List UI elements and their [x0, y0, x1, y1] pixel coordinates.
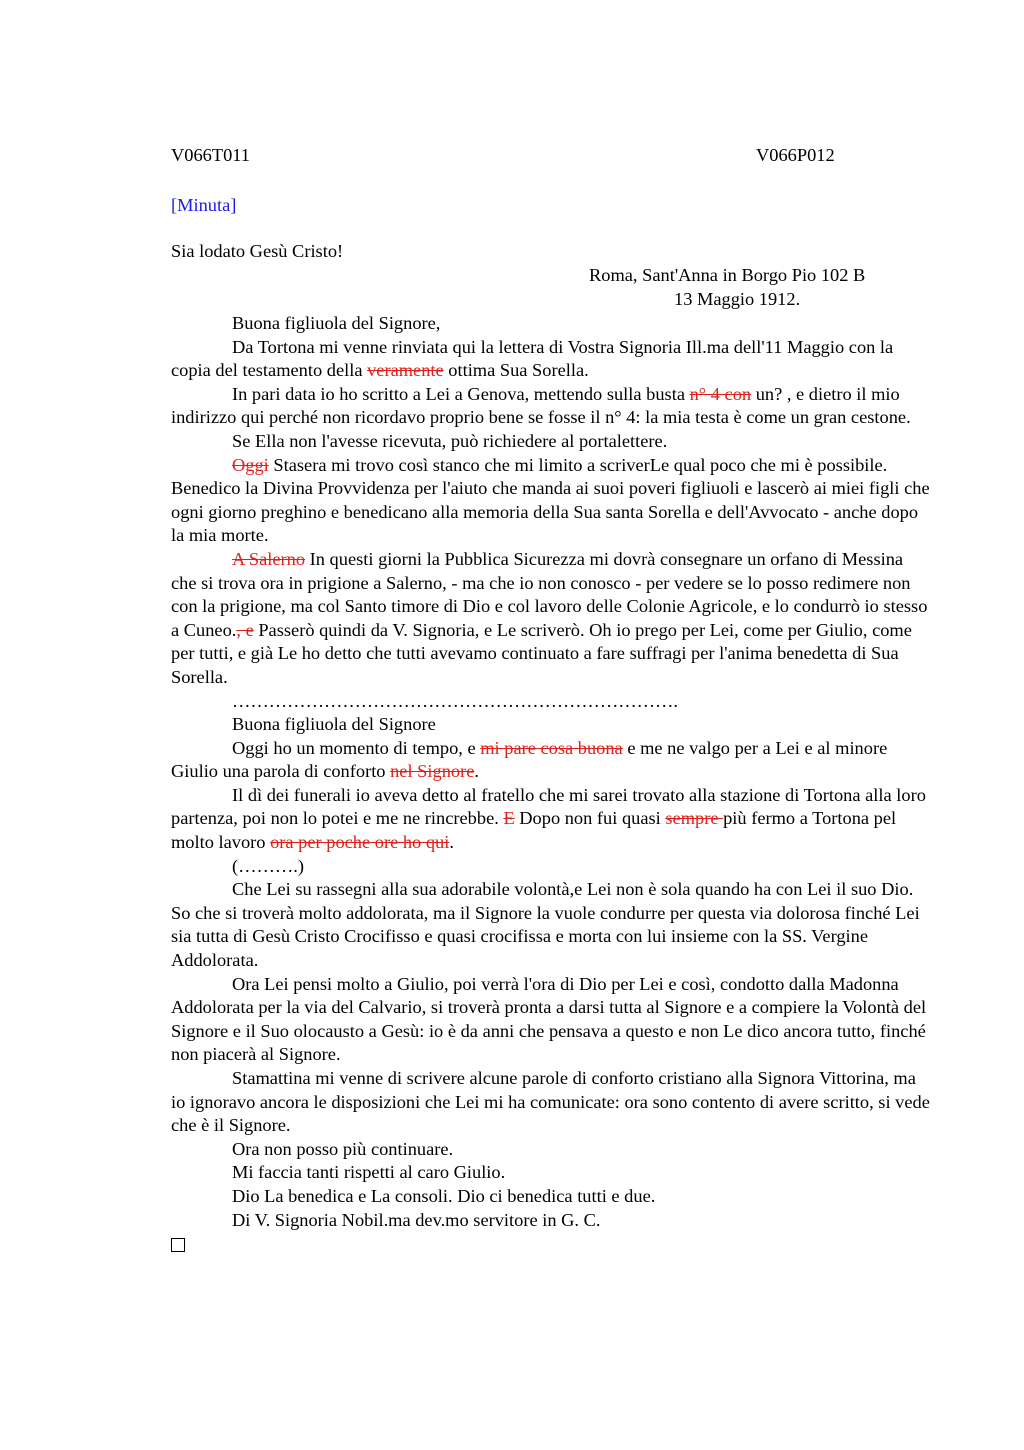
text-span: Oggi ho un momento di tempo, e	[232, 737, 481, 758]
paragraph-13: Dio La benedica e La consoli. Dio ci benedica tutti e due.	[232, 1185, 656, 1206]
omission-marker: (……….)	[232, 855, 305, 876]
text-span: In pari data io ho scritto a Lei a Genova, mettendo sulla busta	[232, 383, 690, 404]
deleted-text: mi pare cosa buona	[480, 737, 623, 758]
draft-note: [Minuta]	[171, 195, 237, 215]
salutation: Buona figliuola del Signore,	[232, 313, 441, 333]
text-span: Passerò quindi da V. Signoria, e Le scriverò. Oh io prego per Lei, come per Giulio, come per tutti, e già Le ho detto che tutti avevamo continuato a fare suffragi per l'anima benedetta di Sua Sorella.	[171, 619, 912, 687]
text-span: Il dì dei funerali io aveva detto al fratello che mi sarei trovato alla stazione di Tortona alla loro partenza, poi non lo potei e me ne rincrebbe.	[171, 784, 926, 829]
place-line	[171, 264, 931, 288]
text-span: In questi giorni la Pubblica Sicurezza mi dovrà consegnare un orfano di Messina che si trova ora in prigione a Salerno, - ma che io non conosco - per vedere se lo posso redimere non con la prigione, ma col Santo timore di Dio e col lavoro delle Colonie Agricole, e lo condurrò io stesso a Cuneo.	[171, 548, 928, 640]
deleted-text: A Salerno	[232, 548, 306, 569]
text-span: un? , e dietro il mio indirizzo qui perché non ricordavo proprio bene se fosse il n° 4: la mia testa è come un gran cestone.	[171, 383, 911, 428]
paragraph-7	[171, 784, 931, 855]
paragraph-1	[171, 336, 931, 383]
deleted-text: , e	[236, 619, 254, 640]
date: 13 Maggio 1912.	[674, 289, 801, 309]
paragraph-12: Mi faccia tanti rispetti al caro Giulio.	[232, 1162, 506, 1183]
deleted-text: Oggi	[232, 454, 269, 475]
paragraph-11: Ora non posso più continuare.	[232, 1138, 454, 1159]
text-span: .	[474, 761, 479, 782]
paragraph-8: Che Lei su rassegni alla sua adorabile volontà,e Lei non è sola quando ha con Lei il suo Dio. So che si troverà molto addolorata, ma il Signore la vuole condurre per questa via dolorosa finché Lei sia tutta di Gesù Cristo Crocifisso e quasi crocifissa e morta con lui insieme con la SS. Vergine Addolorata.	[171, 879, 920, 971]
letter-page	[171, 144, 931, 1259]
date-line	[171, 288, 931, 312]
paragraph-2	[171, 383, 931, 430]
closing: Di V. Signoria Nobil.ma dev.mo servitore in G. C.	[232, 1209, 601, 1230]
document-codes	[171, 144, 931, 170]
text-span: Stasera mi trovo così stanco che mi limito a scriverLe qual poco che mi è possibile. Benedico la Divina Provvidenza per l'aiuto che manda ai suoi poveri figliuoli e lascerò ai miei figli che ogni giorno preghino e benedicano alla memoria della Sua santa Sorella e dell'Avvocato - anche dopo la mia morte.	[171, 454, 930, 546]
document-code-right: V066P012	[756, 145, 835, 165]
greeting: Sia lodato Gesù Cristo!	[171, 241, 344, 261]
paragraph-5	[171, 548, 931, 690]
text-span: ottima Sua Sorella.	[443, 360, 589, 381]
text-span: .	[449, 832, 454, 853]
paragraph-6	[171, 737, 931, 784]
deleted-text: nel Signore	[390, 761, 475, 782]
deleted-text: sempre	[665, 808, 724, 829]
text-span: Da Tortona mi venne rinviata qui la lettera di Vostra Signoria Ill.ma dell'11 Maggio con la copia del testamento della	[171, 336, 894, 381]
paragraph-10: Stamattina mi venne di scrivere alcune parole di conforto cristiano alla Signora Vittorina, ma io ignoravo ancora le disposizioni che Lei mi ha comunicate: ora sono contento di avere scritto, si vede che è il Signore.	[171, 1068, 930, 1136]
deleted-text: E	[503, 808, 515, 829]
paragraph-9: Ora Lei pensi molto a Giulio, poi verrà l'ora di Dio per Lei e così, condotto dalla Madonna Addolorata per la via del Calvario, si troverà pronta a darsi tutta al Signore e a compiere la Volontà del Signore e il Suo olocausto a Gesù: io è da anni che pensava a questo e non Le dico ancora tutto, finché non piacerà al Signore.	[171, 973, 927, 1065]
place: Roma, Sant'Anna in Borgo Pio 102 B	[589, 265, 866, 285]
deleted-text: veramente	[367, 360, 444, 381]
text-span: e me ne valgo per a Lei e al minore Giulio una parola di conforto	[171, 737, 888, 782]
text-span: più fermo a Tortona pel molto lavoro	[171, 808, 897, 853]
paragraph-3: Se Ella non l'avesse ricevuta, può richiedere al portalettere.	[232, 430, 668, 451]
deleted-text: ora per poche ore ho qui	[270, 832, 450, 853]
deleted-text: n° 4 con	[689, 383, 752, 404]
separator-line: ……………………………………………………………….	[232, 690, 678, 711]
paragraph-4	[171, 454, 931, 548]
salutation-2: Buona figliuola del Signore	[232, 714, 436, 735]
end-marker-icon	[171, 1238, 185, 1252]
text-span: Dopo non fui quasi	[514, 808, 666, 829]
document-code-left: V066T011	[171, 145, 251, 165]
